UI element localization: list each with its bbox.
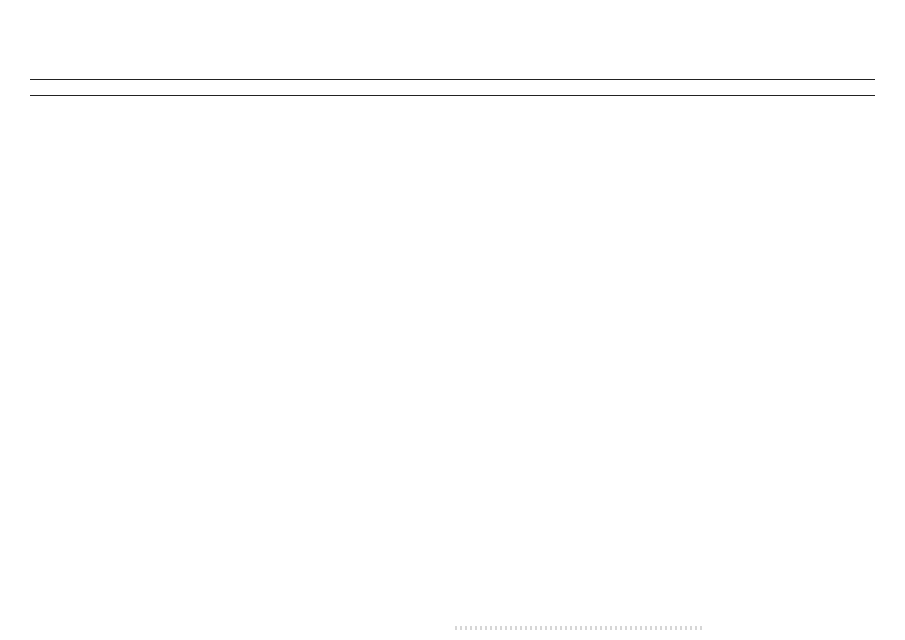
scan-artifact bbox=[455, 626, 705, 630]
table-header bbox=[30, 79, 875, 96]
